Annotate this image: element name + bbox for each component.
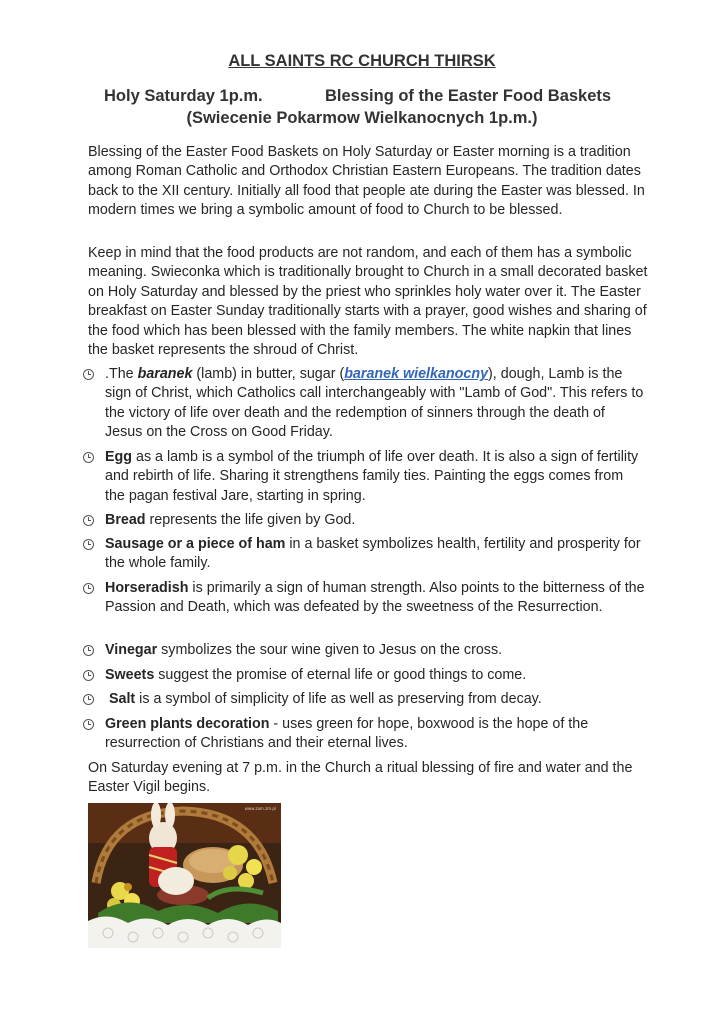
- event-name: Blessing of the Easter Food Baskets: [325, 87, 612, 105]
- easter-basket-photo: [88, 803, 281, 948]
- event-polish-name: (Swiecenie Pokarmow Wielkanocnych 1p.m.): [186, 109, 538, 127]
- clock-bullet-icon: [83, 670, 94, 681]
- clock-bullet-icon: [83, 539, 94, 550]
- list-item-salt: Salt is a symbol of simplicity of life as well as preserving from decay.: [105, 690, 645, 709]
- clock-bullet-icon: [83, 369, 94, 380]
- item-term: Bread: [105, 512, 146, 528]
- clock-bullet-icon: [83, 645, 94, 656]
- list-item-sweets: Sweets suggest the promise of eternal life or good things to come.: [105, 666, 645, 685]
- list-item-bread: Bread represents the life given by God.: [105, 511, 645, 530]
- intro-paragraph: Blessing of the Easter Food Baskets on Holy Saturday or Easter morning is a tradition among Roman Catholic and Orthodox Christian Eastern Europeans. The tradition dates back to the XII century. Initially all food that people ate during the Easter was blessed. In modern times we bring a symbolic amount of food to Church to be blessed.: [88, 144, 645, 219]
- list-item-horseradish: Horseradish is primarily a sign of human strength. Also points to the bitterness of the Passion and Death, which was defeated by the sweetness of the Resurrection.: [105, 579, 645, 618]
- event-time: Holy Saturday 1p.m.: [104, 87, 263, 105]
- list-item-baranek: .The baranek (lamb) in butter, sugar (baranek wielkanocny), dough, Lamb is the sign of Christ, which Catholics call interchangeably with "Lamb of God". This refers to the victory of life over death and the redemption of sinners through the death of Jesus on the Cross on Good Friday.: [105, 365, 645, 443]
- list-item-vinegar: Vinegar symbolizes the sour wine given to Jesus on the cross.: [105, 641, 645, 660]
- item-term: baranek: [137, 366, 193, 382]
- item-term: Egg: [105, 449, 133, 465]
- list-item-egg: Egg as a lamb is a symbol of the triumph of life over death. It is also a sign of fertility and rebirth of life. Sharing it strengthens family ties. Painting the eggs comes from the pagan festival Jare, starting in spring.: [105, 448, 645, 506]
- symbolism-paragraph: Keep in mind that the food products are not random, and each of them has a symbolic meaning. Swieconka which is traditionally brought to Church in a small decorated basket on Holy Saturday and blessed by the priest who sprinkles holy water over it. The Easter breakfast on Easter Sunday traditionally starts with a prayer, good wishes and sharing of the food which has been blessed with the family members. The white napkin that lines the basket represents the shroud of Christ.: [88, 245, 648, 359]
- item-term: Vinegar: [105, 642, 158, 658]
- item-term: Green plants decoration: [105, 716, 270, 732]
- item-term: Sweets: [105, 667, 155, 683]
- clock-bullet-icon: [83, 515, 94, 526]
- photo-watermark: www.zam.zm.pl: [244, 806, 276, 811]
- page-title: ALL SAINTS RC CHURCH THIRSK: [228, 52, 496, 70]
- clock-bullet-icon: [83, 583, 94, 594]
- item-term: Salt: [105, 691, 136, 707]
- list-item-green-plants: Green plants decoration - uses green for hope, boxwood is the hope of the resurrection of Christians and their eternal lives.: [105, 715, 645, 754]
- clock-bullet-icon: [83, 719, 94, 730]
- clock-bullet-icon: [83, 452, 94, 463]
- item-term: Horseradish: [105, 580, 189, 596]
- list-item-sausage: Sausage or a piece of ham in a basket symbolizes health, fertility and prosperity for the whole family.: [105, 535, 645, 574]
- item-term: Sausage or a piece of ham: [105, 536, 286, 552]
- vigil-paragraph: On Saturday evening at 7 p.m. in the Church a ritual blessing of fire and water and the Easter Vigil begins.: [88, 760, 633, 796]
- clock-bullet-icon: [83, 694, 94, 705]
- baranek-wielkanocny-link[interactable]: baranek wielkanocny: [344, 366, 489, 382]
